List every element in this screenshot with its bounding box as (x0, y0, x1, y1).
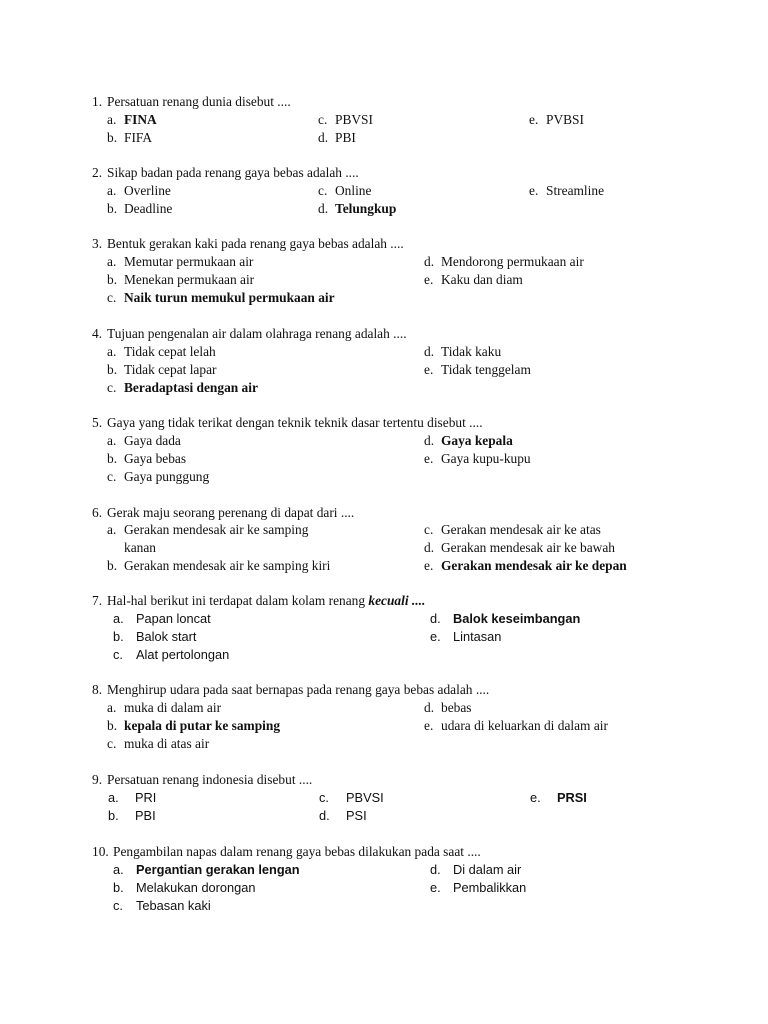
option-letter: d. (430, 862, 441, 877)
option-letter: c. (318, 112, 328, 127)
option-letter: b. (113, 629, 124, 644)
question-text: Bentuk gerakan kaki pada renang gaya bebas adalah .... (107, 236, 404, 251)
option-text: Overline (124, 183, 171, 198)
question-text: Sikap badan pada renang gaya bebas adalah .... (107, 165, 359, 180)
option-text: Memutar permukaan air (124, 254, 254, 269)
option-text: PBI (335, 130, 356, 145)
option-text: PBVSI (335, 112, 373, 127)
option-letter: e. (424, 451, 434, 466)
option-text-correct: PRSI (557, 790, 587, 805)
option-text: Papan loncat (136, 611, 211, 626)
option-letter: c. (318, 183, 328, 198)
option-letter: a. (107, 112, 117, 127)
option-letter: c. (107, 469, 117, 484)
option-text: PSI (346, 808, 367, 823)
option-text: udara di keluarkan di dalam air (441, 718, 608, 733)
option-text-correct: Balok keseimbangan (453, 611, 581, 626)
option-text: Online (335, 183, 372, 198)
option-letter: d. (424, 540, 435, 555)
option-letter: b. (107, 272, 118, 287)
option-letter: a. (113, 862, 124, 877)
option-text: Tidak kaku (441, 344, 502, 359)
option-letter: e. (430, 880, 441, 895)
option-letter: e. (424, 558, 434, 573)
question-number: 5. (92, 415, 103, 430)
question-text-main: Hal-hal berikut ini terdapat dalam kolam renang (107, 593, 366, 608)
question-text: Persatuan renang indonesia disebut .... (107, 772, 313, 787)
question-emphasis: kecuali .... (368, 593, 426, 608)
option-text: Di dalam air (453, 862, 522, 877)
question-number: 10. (92, 844, 109, 859)
option-letter: c. (107, 736, 117, 751)
question-number: 9. (92, 772, 103, 787)
option-letter: d. (424, 344, 435, 359)
option-text-correct: FINA (124, 112, 157, 127)
option-letter: e. (529, 183, 539, 198)
option-letter: d. (424, 700, 435, 715)
option-letter: a. (107, 344, 117, 359)
option-letter: e. (430, 629, 441, 644)
option-text-correct: kepala di putar ke samping (124, 718, 281, 733)
option-letter: c. (107, 380, 117, 395)
option-letter: b. (107, 451, 118, 466)
option-text: Tidak cepat lapar (124, 362, 217, 377)
option-letter: c. (107, 290, 117, 305)
option-text: Gaya kupu-kupu (441, 451, 531, 466)
option-text: Pembalikkan (453, 880, 527, 895)
option-letter: a. (107, 183, 117, 198)
option-text: Streamline (546, 183, 605, 198)
option-text-correct: Gerakan mendesak air ke depan (441, 558, 627, 573)
question-number: 2. (92, 165, 103, 180)
question-number: 3. (92, 236, 103, 251)
option-text: bebas (441, 700, 472, 715)
option-text-correct: Telungkup (335, 201, 397, 216)
option-text: FIFA (124, 130, 153, 145)
option-text: Mendorong permukaan air (441, 254, 584, 269)
option-letter: e. (424, 718, 434, 733)
option-text: Lintasan (453, 629, 502, 644)
option-text-correct: Pergantian gerakan lengan (136, 862, 300, 877)
option-letter: d. (424, 433, 435, 448)
option-text: Gaya bebas (124, 451, 187, 466)
option-letter: e. (530, 790, 541, 805)
question-text: Gaya yang tidak terikat dengan teknik teknik dasar tertentu disebut .... (107, 415, 483, 430)
option-text-correct: Naik turun memukul permukaan air (124, 290, 335, 305)
question-text: Gerak maju seorang perenang di dapat dari .... (107, 505, 355, 520)
question-number: 8. (92, 682, 103, 697)
option-text: Tidak cepat lelah (124, 344, 216, 359)
option-text: Tidak tenggelam (441, 362, 531, 377)
option-text: Alat pertolongan (136, 647, 230, 662)
option-text: PBI (135, 808, 156, 823)
question-number: 6. (92, 505, 103, 520)
option-letter: b. (107, 201, 118, 216)
option-text: Kaku dan diam (441, 272, 523, 287)
option-text: Menekan permukaan air (124, 272, 255, 287)
option-letter: c. (113, 647, 123, 662)
option-letter: b. (108, 808, 119, 823)
option-letter: e. (424, 272, 434, 287)
option-letter: a. (107, 433, 117, 448)
option-text: Balok start (136, 629, 197, 644)
option-letter: c. (424, 522, 434, 537)
question-text: Tujuan pengenalan air dalam olahraga renang adalah .... (107, 326, 407, 341)
option-letter: e. (529, 112, 539, 127)
option-text: muka di dalam air (124, 700, 222, 715)
option-letter: d. (318, 201, 329, 216)
option-text: Gaya dada (124, 433, 181, 448)
option-text: Tebasan kaki (136, 898, 211, 913)
option-letter: d. (424, 254, 435, 269)
option-letter: b. (113, 880, 124, 895)
question-text (107, 593, 425, 609)
option-text: Melakukan dorongan (136, 880, 256, 895)
question-number: 4. (92, 326, 103, 341)
option-letter: d. (430, 611, 441, 626)
option-text: Gerakan mendesak air ke atas (441, 522, 601, 537)
option-text: Gerakan mendesak air ke samping kiri (124, 558, 331, 573)
option-text: PRI (135, 790, 157, 805)
question-text: Persatuan renang dunia disebut .... (107, 94, 291, 109)
option-letter: b. (107, 558, 118, 573)
option-text: muka di atas air (124, 736, 210, 751)
option-letter: b. (107, 130, 118, 145)
option-letter: d. (318, 130, 329, 145)
option-letter: c. (319, 790, 329, 805)
question-number: 7. (92, 593, 103, 608)
option-letter: a. (107, 700, 117, 715)
option-text-correct: Gaya kepala (441, 433, 513, 448)
option-letter: b. (107, 718, 118, 733)
option-text: PBVSI (346, 790, 384, 805)
option-text-correct: Beradaptasi dengan air (124, 380, 258, 395)
option-letter: e. (424, 362, 434, 377)
option-text: Gerakan mendesak air ke samping (124, 522, 309, 537)
option-letter: a. (108, 790, 119, 805)
option-letter: b. (107, 362, 118, 377)
option-text: Gaya punggung (124, 469, 210, 484)
option-text-continuation: kanan (124, 540, 156, 555)
option-letter: a. (107, 254, 117, 269)
option-letter: a. (107, 522, 117, 537)
question-text: Pengambilan napas dalam renang gaya bebas dilakukan pada saat .... (113, 844, 481, 859)
question-text: Menghirup udara pada saat bernapas pada renang gaya bebas adalah .... (107, 682, 490, 697)
option-letter: c. (113, 898, 123, 913)
option-letter: a. (113, 611, 124, 626)
option-text: PVBSI (546, 112, 584, 127)
option-text: Gerakan mendesak air ke bawah (441, 540, 615, 555)
option-letter: d. (319, 808, 330, 823)
option-text: Deadline (124, 201, 173, 216)
question-number: 1. (92, 94, 103, 109)
